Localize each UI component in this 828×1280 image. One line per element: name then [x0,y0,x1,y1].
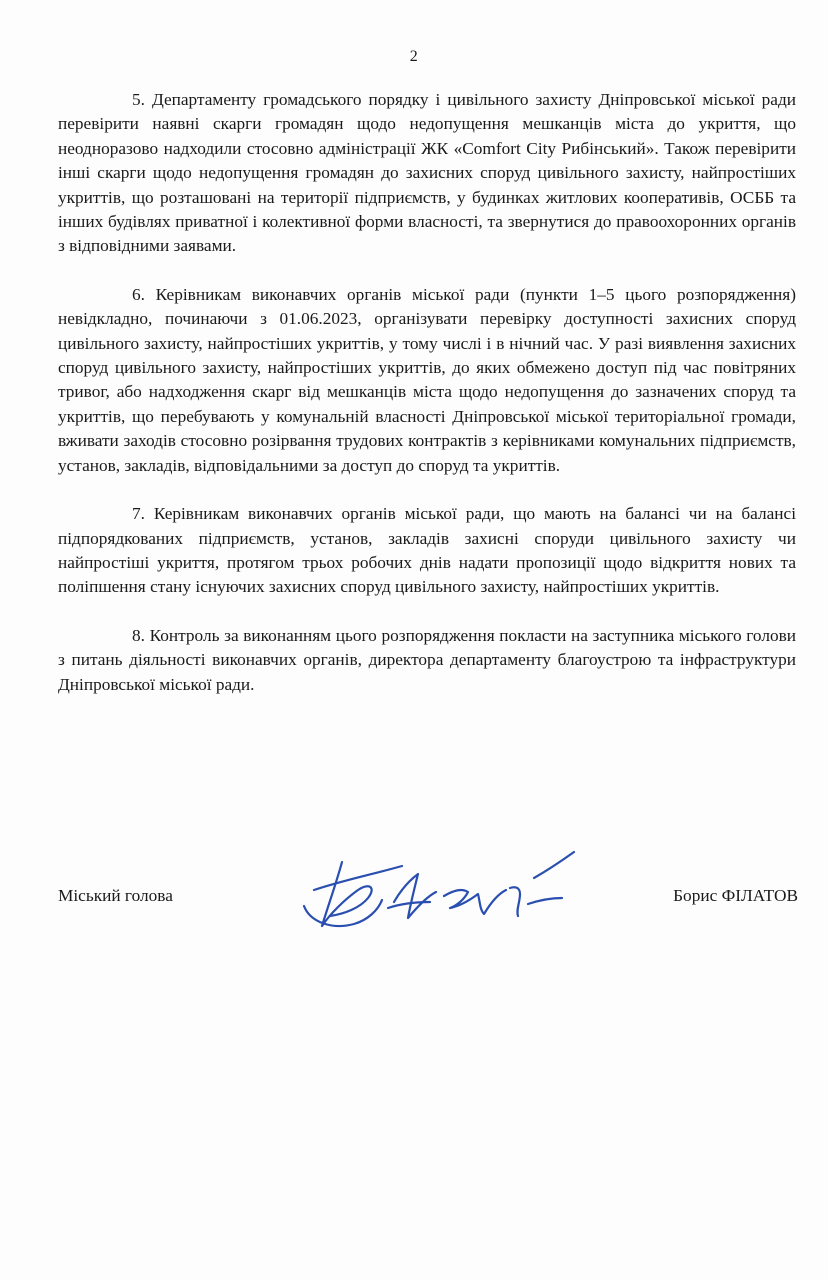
handwritten-signature [284,844,584,944]
signatory-role: Міський голова [58,886,173,905]
page-number: 2 [409,48,419,65]
signature-drawing [284,844,584,944]
paragraph-8: 8. Контроль за виконанням цього розпорядження покласти на заступника міського голови з питань діяльності виконавчих органів, директора департаменту благоустрою та інфраструктури Дніпровської міської ради. [58,625,796,694]
paragraph-5: 5. Департаменту громадського порядку і цивільного захисту Дніпровської міської ради перевірити наявні скарги громадян щодо недопущення мешканців міста до укриття, що неодноразово надходили стосовно адміністрації ЖК «Comfort City Рибінський». Також перевірити інші скарги щодо недопущення громадян до захисних споруд цивільного захисту, найпростіших укриттів, що розташовані на території підприємств, у будинках житлових кооперативів, ОСББ та інших будівлях приватної і колективної форми власності, та звернутися до правоохоронних органів з відповідними заявами. [58,90,796,256]
paragraph-7: 7. Керівникам виконавчих органів міської ради, що мають на балансі чи на балансі підпорядкованих підприємств, установ, закладів захисні споруди цивільного захисту чи найпростіші укриття, протягом трьох робочих днів надати пропозиції щодо відкриття нових та поліпшення стану існуючих захисних споруд цивільного захисту, найпростіших укриттів. [58,504,796,597]
signatory-name: Борис ФІЛАТОВ [673,886,798,905]
document-body [58,88,796,721]
signature-block [58,870,798,940]
paragraph-6: 6. Керівникам виконавчих органів міської ради (пункти 1–5 цього розпорядження) невідкладно, починаючи з 01.06.2023, організувати перевірку доступності захисних споруд цивільного захисту, найпростіших укриттів, у тому числі і в нічний час. У разі виявлення захисних споруд цивільного захисту, найпростіших укриттів, до яких обмежено доступ під час повітряних тривог, або надходження скарг від мешканців міста щодо недопущення до зазначених споруд та укриттів, що перебувають у комунальній власності Дніпровської міської територіальної громади, вживати заходів стосовно розірвання трудових контрактів з керівниками комунальних підприємств, установ, закладів, відповідальними за доступ до споруд та укриттів. [58,284,796,475]
